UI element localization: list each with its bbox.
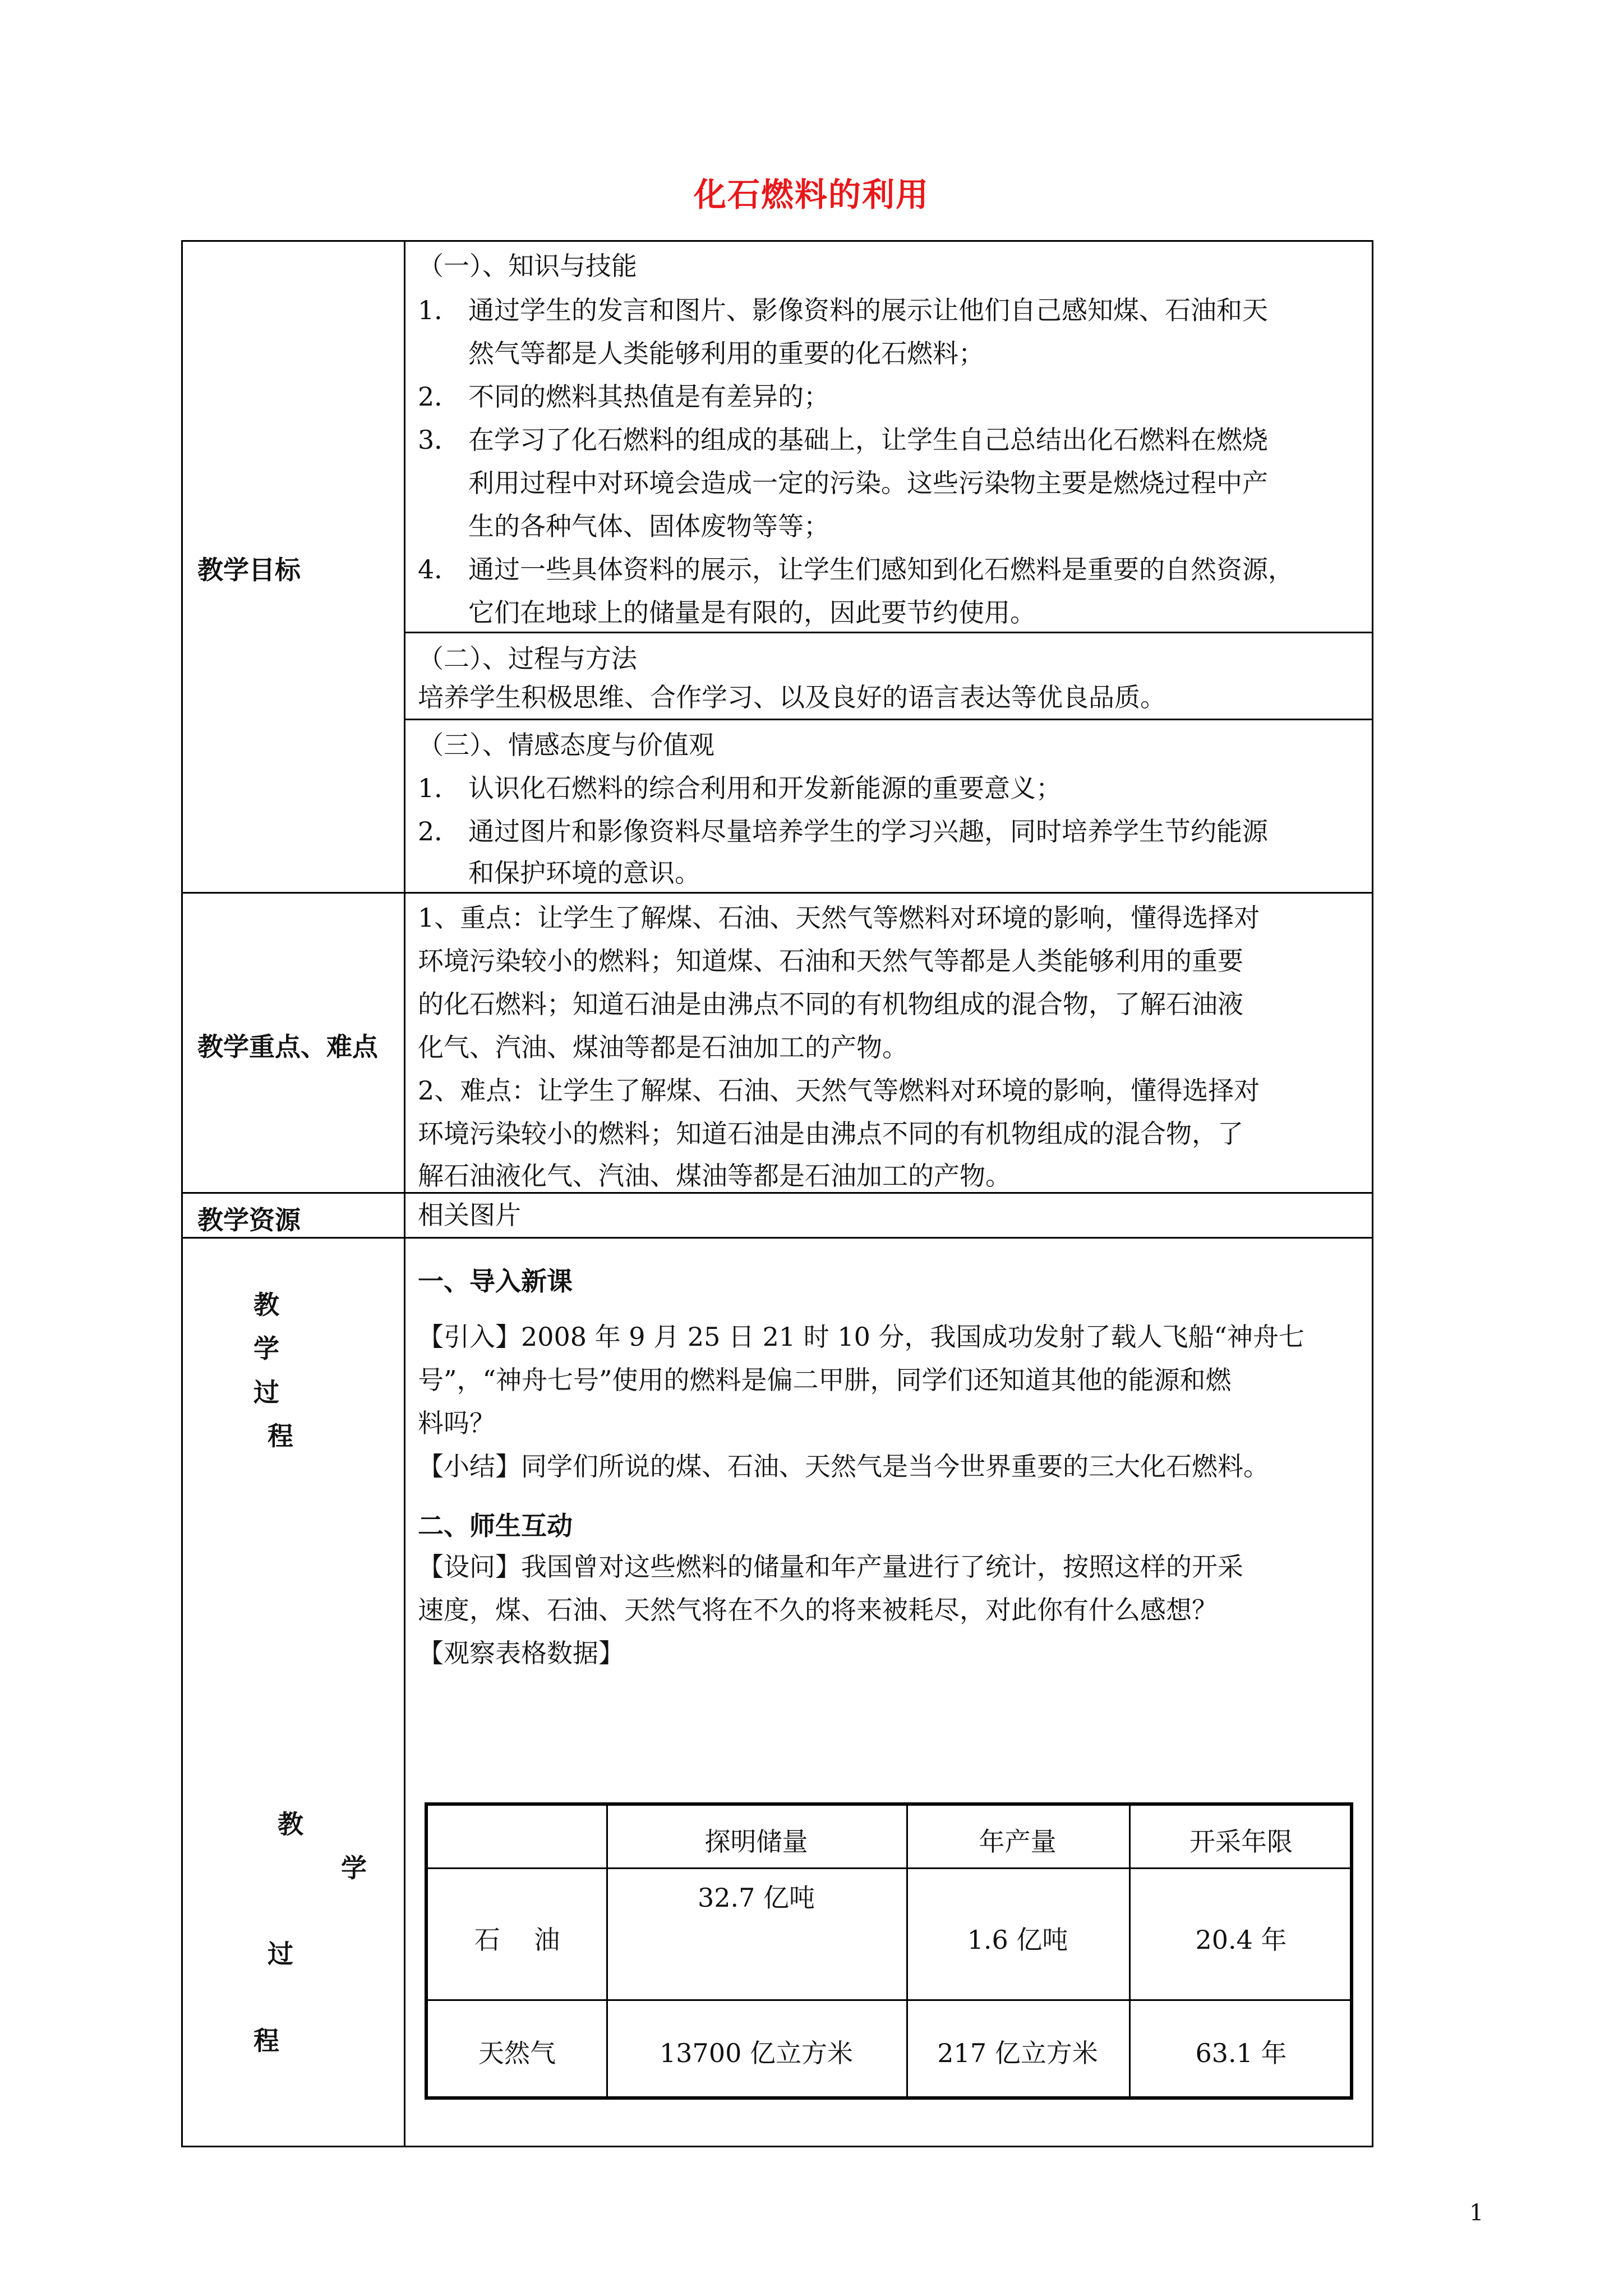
- row-divider: [181, 1237, 1373, 1239]
- process-label-char: 教: [253, 1290, 279, 1320]
- keypoints-label: 教学重点、难点: [197, 1032, 378, 1062]
- objective-num: 3．: [418, 425, 460, 455]
- objective-line: 它们在地球上的储量是有限的，因此要节约使用。: [468, 597, 1036, 628]
- process-heading: （二）、过程与方法: [418, 643, 637, 674]
- table-cell: 石 油: [474, 1925, 560, 1955]
- process-label2-char: 学: [341, 1853, 367, 1883]
- attitude-line: 和保护环境的意识。: [468, 858, 700, 888]
- intro-line: 料吗？: [418, 1408, 495, 1438]
- table-cell: 217 亿立方米: [937, 2038, 1098, 2068]
- fuel-data-table: [425, 1802, 1353, 2100]
- objective-num: 2．: [418, 381, 460, 412]
- objective-line: 不同的燃料其热值是有差异的；: [468, 381, 829, 412]
- table-cell: 63.1 年: [1195, 2038, 1287, 2068]
- page-title: 化石燃料的利用: [693, 176, 929, 214]
- process-text: 培养学生积极思维、合作学习、以及良好的语言表达等优良品质。: [418, 682, 1166, 712]
- table-cell: 13700 亿立方米: [660, 2038, 853, 2068]
- intro-heading: 一、导入新课: [418, 1266, 573, 1296]
- process-label2-char: 教: [278, 1809, 303, 1839]
- objective-line: 然气等都是人类能够利用的重要的化石燃料；: [468, 338, 984, 369]
- objective-line: 通过一些具体资料的展示，让学生们感知到化石燃料是重要的自然资源，: [468, 554, 1294, 585]
- table-header-cell: 开采年限: [1189, 1826, 1293, 1857]
- attitude-num: 1．: [418, 773, 460, 803]
- column-divider: [404, 240, 405, 2147]
- objective-line: 利用过程中对环境会造成一定的污染。这些污染物主要是燃烧过程中产: [468, 468, 1268, 498]
- table-header-cell: 探明储量: [704, 1826, 808, 1857]
- table-cell: 1.6 亿吨: [967, 1925, 1068, 1955]
- keypoints-line: 环境污染较小的燃料；知道煤、石油和天然气等都是人类能够利用的重要: [418, 946, 1243, 976]
- intro-line: 号”，“神舟七号”使用的燃料是偏二甲肼，同学们还知道其他的能源和燃: [418, 1365, 1232, 1395]
- process-label-char: 程: [268, 1421, 293, 1451]
- interact-heading: 二、师生互动: [418, 1511, 573, 1541]
- objective-line: 通过学生的发言和图片、影像资料的展示让他们自己感知煤、石油和天: [468, 295, 1268, 325]
- objectives-label: 教学目标: [197, 555, 301, 585]
- table-cell: 32.7 亿吨: [697, 1883, 815, 1913]
- keypoints-line: 的化石燃料；知道石油是由沸点不同的有机物组成的混合物，了解石油液: [418, 989, 1243, 1019]
- objective-line: 生的各种气体、固体废物等等；: [468, 511, 829, 541]
- keypoints-line: 2、难点：让学生了解煤、石油、天然气等燃料对环境的影响，懂得选择对: [418, 1075, 1260, 1106]
- attitude-line: 认识化石燃料的综合利用和开发新能源的重要意义；: [468, 773, 1062, 803]
- process-label2-char: 过: [268, 1939, 293, 1969]
- page-number: 1: [1469, 2200, 1484, 2226]
- process-label-char: 学: [253, 1333, 279, 1364]
- summary-line: 【小结】同学们所说的煤、石油、天然气是当今世界重要的三大化石燃料。: [418, 1451, 1269, 1481]
- process-label2-char: 程: [253, 2026, 279, 2056]
- question-line: 速度，煤、石油、天然气将在不久的将来被耗尽，对此你有什么感想？: [418, 1595, 1218, 1625]
- knowledge-heading: （一）、知识与技能: [418, 251, 637, 281]
- observe-label: 【观察表格数据】: [418, 1638, 624, 1668]
- objective-line: 在学习了化石燃料的组成的基础上，让学生自己总结出化石燃料在燃烧: [468, 425, 1268, 455]
- keypoints-line: 环境污染较小的燃料；知道石油是由沸点不同的有机物组成的混合物，了: [418, 1119, 1243, 1149]
- intro-line: 【引入】2008 年 9 月 25 日 21 时 10 分，我国成功发射了载人飞船“神舟七: [418, 1322, 1305, 1352]
- keypoints-line: 化气、汽油、煤油等都是石油加工的产物。: [418, 1032, 908, 1062]
- table-row-divider: [428, 1999, 1350, 2001]
- question-line: 【设问】我国曾对这些燃料的储量和年产量进行了统计，按照这样的开采: [418, 1552, 1243, 1582]
- keypoints-line: 1、重点：让学生了解煤、石油、天然气等燃料对环境的影响，懂得选择对: [418, 903, 1260, 933]
- resources-value: 相关图片: [418, 1200, 521, 1230]
- row-divider: [181, 892, 1373, 894]
- table-row-divider: [428, 1867, 1350, 1869]
- keypoints-line: 解石油液化气、汽油、煤油等都是石油加工的产物。: [418, 1161, 1011, 1191]
- table-cell: 天然气: [478, 2038, 556, 2068]
- objective-num: 1．: [418, 295, 460, 325]
- objective-num: 4．: [418, 554, 460, 585]
- resources-label: 教学资源: [197, 1205, 301, 1235]
- process-label-char: 过: [253, 1377, 279, 1407]
- attitude-num: 2．: [418, 816, 460, 846]
- attitude-line: 通过图片和影像资料尽量培养学生的学习兴趣，同时培养学生节约能源: [468, 816, 1268, 846]
- attitude-heading: （三）、情感态度与价值观: [418, 730, 714, 760]
- table-header-cell: 年产量: [979, 1826, 1057, 1857]
- table-cell: 20.4 年: [1195, 1925, 1287, 1955]
